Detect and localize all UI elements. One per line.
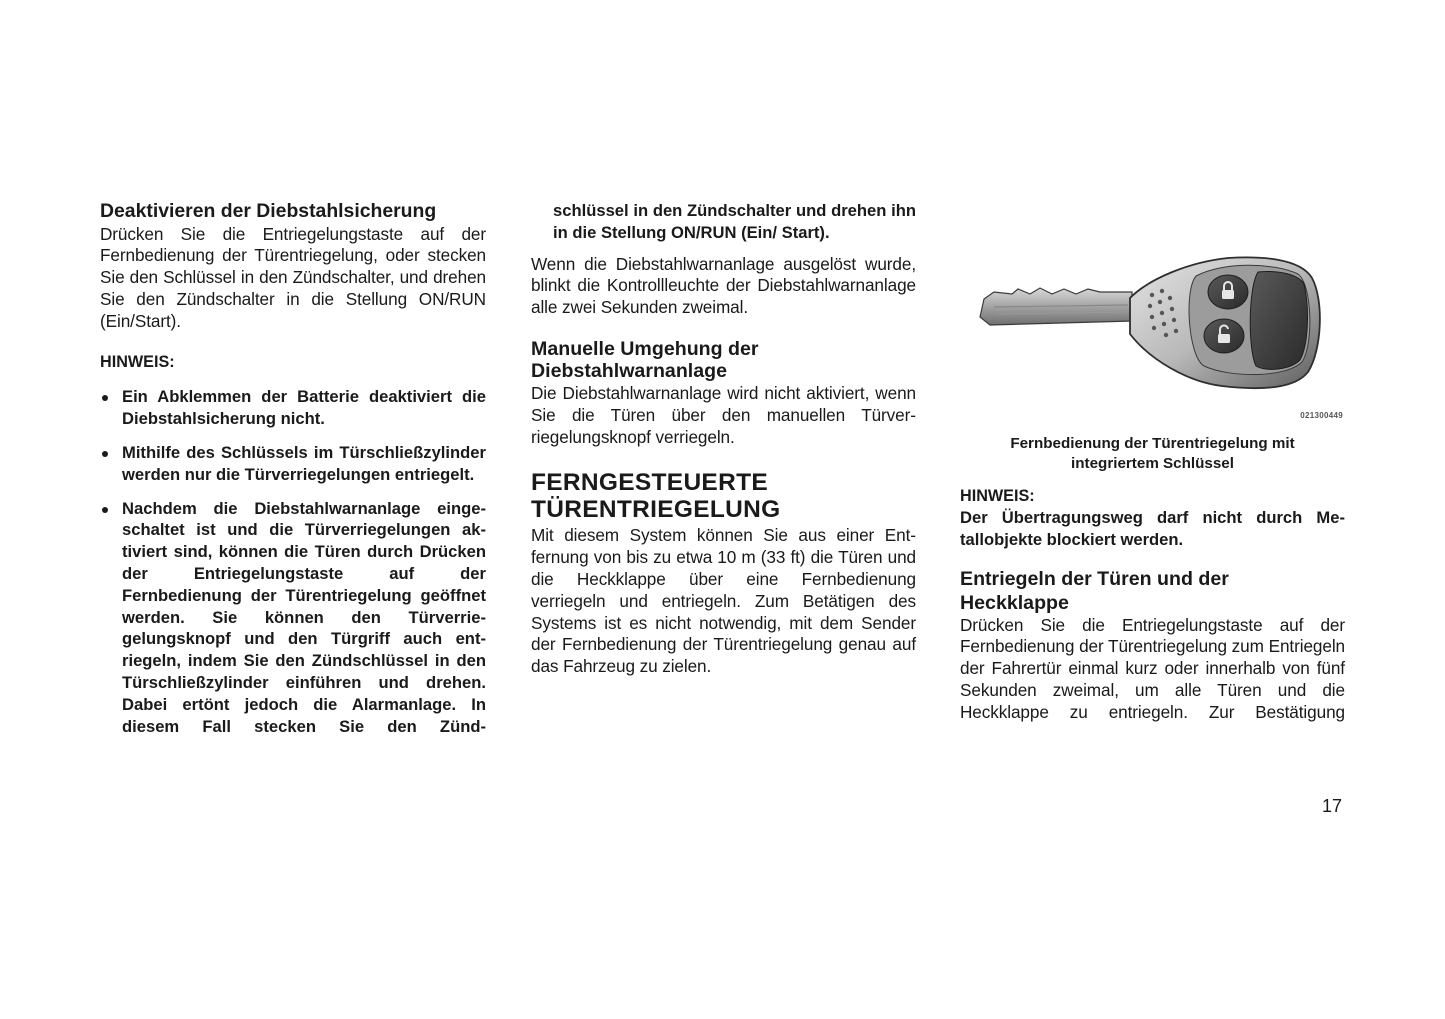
panic-button-icon [1250, 272, 1307, 370]
paragraph-manual-override: Die Diebstahlwarnanlage wird nicht aktiviert, wenn Sie die Türen über den manuellen Türverriegelungsknopf verriegeln. [531, 382, 916, 447]
list-item [100, 386, 486, 430]
heading-line: FERNGESTEUERTE [531, 469, 768, 497]
heading-line: Diebstahlwarnanlage [531, 360, 727, 383]
paragraph-deactivate: Drücken Sie die Entriegelungstaste auf der Fernbedienung der Türentriegelung, oder stecken Sie den Schlüssel in den Zündschalter, und drehen Sie den Zündschalter in die Stellung ON/RUN (Ein/Start). [100, 223, 486, 331]
page-number: 17 [1322, 796, 1343, 816]
heading-remote-keyless-entry [531, 469, 916, 523]
heading-manual-override [531, 338, 916, 383]
bullet-text: Nachdem die Diebstahlwarnanlage eingeschaltet ist und die Türverriegelungen aktiviert sind, können die Türen durch Drücken der Entriegelungstaste auf der Fernbedienung der Türentriegelung geöffnet werden. Sie können den Türverriegelungsknopf und den Türgriff auch entriegeln, indem Sie den Zündschlüssel in den Türschließzylinder einführen und drehen. Dabei ertönt jedoch die Alarmanlage. In diesem Fall stecken Sie den Zünd- [122, 498, 486, 736]
bullet-list [100, 386, 486, 737]
paragraph-unlock-doors: Drücken Sie die Entriegelungstaste auf der Fernbedienung der Türentriegelung zum Entriegeln der Fahrertür einmal kurz oder innerhalb von fünf Sekunden zweimal, um alle Türen und die Heckklappe zu entriegeln. Zur Bestätigung [960, 614, 1345, 722]
note-text: Der Übertragungsweg darf nicht durch Metallobjekte blockiert werden. [960, 508, 1345, 549]
paragraph-remote-system: Mit diesem System können Sie aus einer Entfernung von bis zu etwa 10 m (33 ft) die Türen und die Heckklappe über eine Fernbedienung verriegeln und entriegeln. Zum Betätigen des Systems ist es nicht notwendig, mit dem Sender der Fernbedienung der Türentriegelung genau auf das Fahrzeug zu zielen. [531, 525, 916, 677]
bullet-dot [102, 451, 108, 457]
bullet-dot [102, 395, 108, 401]
heading-line: Manuelle Umgehung der [531, 337, 759, 360]
heading-line: TÜRENTRIEGELUNG [531, 496, 781, 524]
heading-line: Heckklappe [960, 591, 1069, 614]
list-item [100, 498, 486, 738]
bullet-text: Mithilfe des Schlüssels im Türschließzylinder werden nur die Türverriegelungen entriegelt. [122, 443, 486, 484]
bullet-text: Ein Abklemmen der Batterie deaktiviert die Diebstahlsicherung nicht. [122, 387, 486, 429]
column-right [960, 200, 1345, 724]
caption-line: integriertem Schlüssel [1071, 455, 1234, 472]
figure-caption [960, 434, 1345, 474]
note-label: HINWEIS: [100, 353, 175, 372]
bullet-continuation: schlüssel in den Zündschalter und drehen ihn in die Stellung ON/RUN (Ein/ Start). [553, 201, 916, 242]
bullet-dot [102, 507, 108, 513]
heading-unlock-doors [960, 567, 1345, 615]
key-fob-figure [960, 200, 1345, 428]
key-fob-illustration [960, 200, 1345, 428]
list-item [100, 442, 486, 486]
figure-code: 021300449 [1300, 411, 1343, 420]
note-label: HINWEIS: [960, 487, 1035, 505]
heading-deactivate-theft-protection: Deaktivieren der Diebstahlsicherung [100, 200, 437, 222]
caption-line: Fernbedienung der Türentriegelung mit [1010, 435, 1295, 452]
column-left [100, 200, 486, 737]
column-middle [531, 200, 916, 678]
heading-line: Entriegeln der Türen und der [960, 567, 1229, 590]
paragraph-alarm-triggered: Wenn die Diebstahlwarnanlage ausgelöst wurde, blinkt die Kontrollleuchte der Diebstahlwarnanlage alle zwei Sekunden zweimal. [531, 253, 916, 318]
